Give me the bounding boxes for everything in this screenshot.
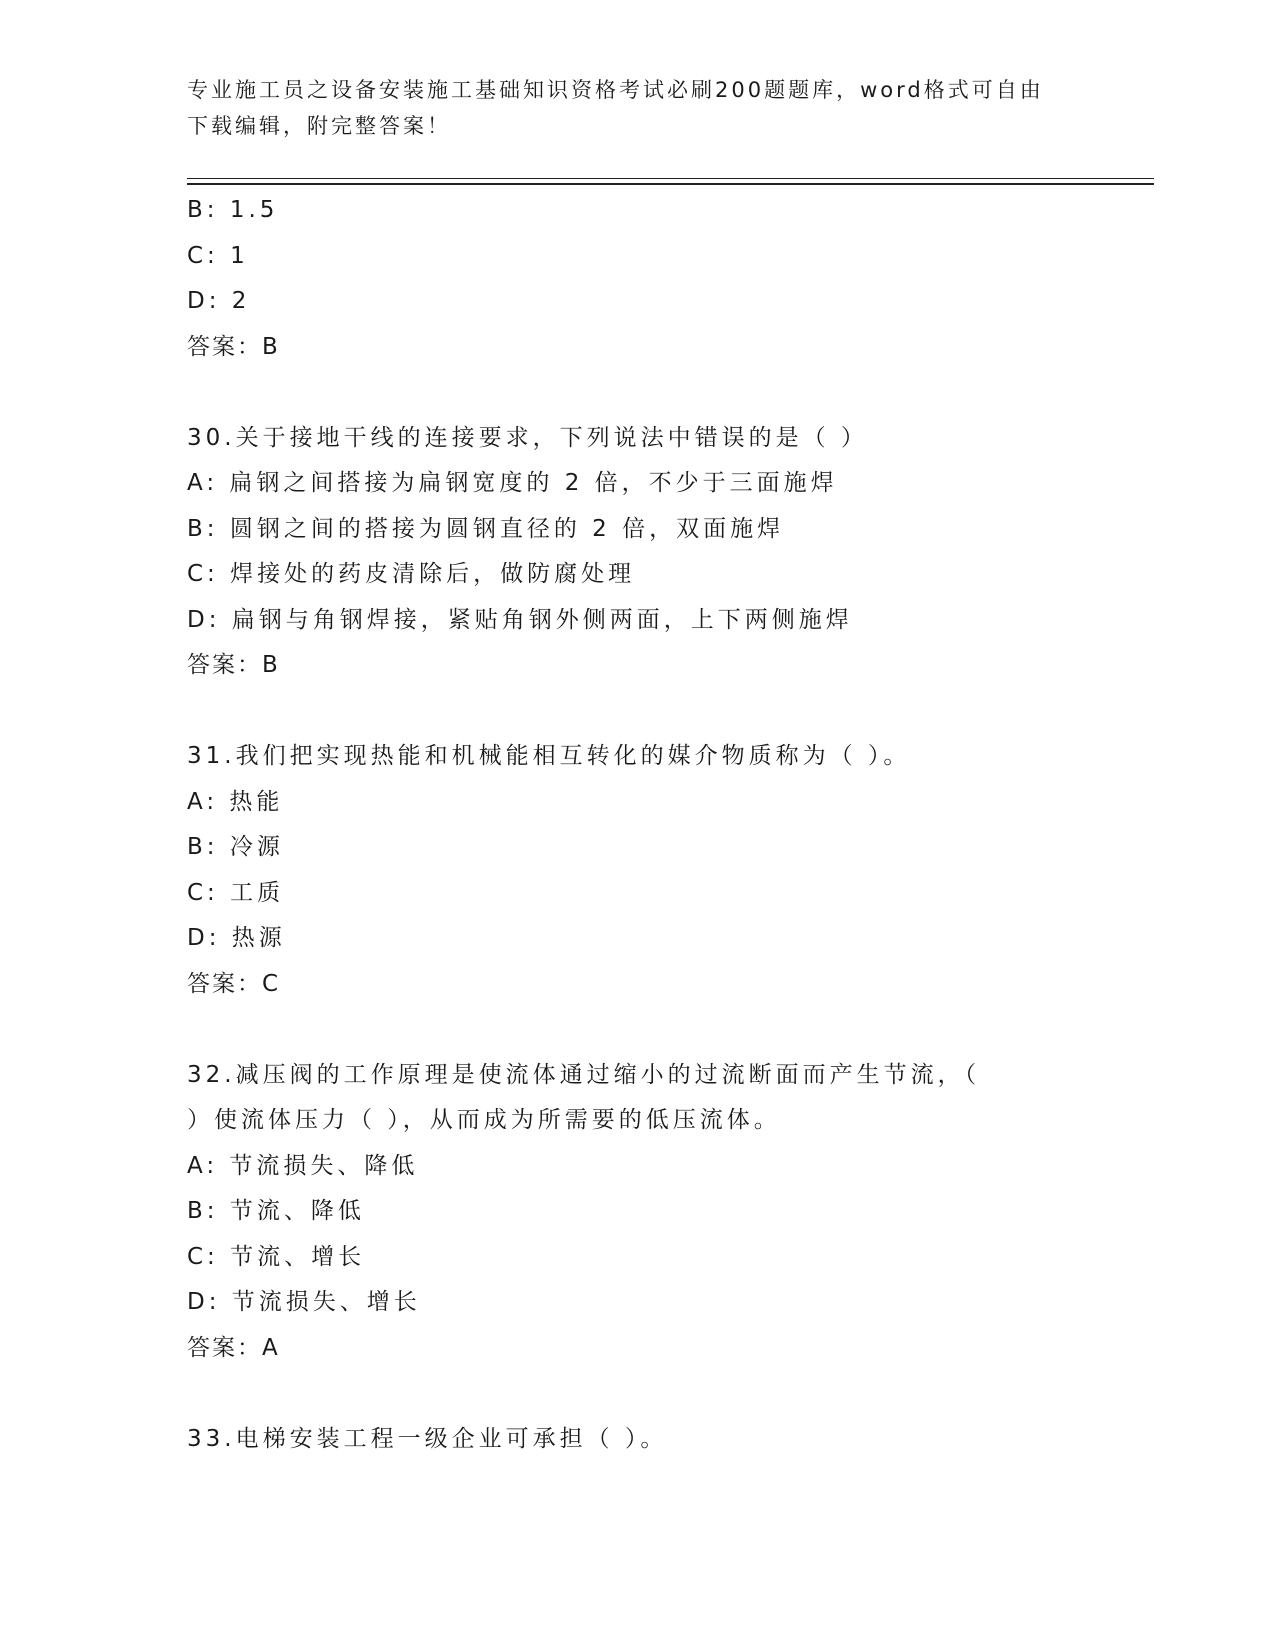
- header-line-1: 专业施工员之设备安装施工基础知识资格考试必刷200题题库，word格式可自由: [187, 78, 1044, 102]
- question-33: [187, 1417, 1147, 1463]
- option-c: C: 焊接处的药皮清除后，做防腐处理: [187, 561, 636, 587]
- option-d: D: 2: [187, 288, 251, 314]
- spacer: [187, 1007, 1147, 1053]
- question-stem-line-1: 32.减压阀的工作原理是使流体通过缩小的过流断面而产生节流，（: [187, 1061, 981, 1088]
- question-stem: 30.关于接地干线的连接要求，下列说法中错误的是（ ）: [187, 424, 868, 451]
- option-b: B: 1.5: [187, 197, 279, 223]
- header-line-2: 下载编辑，附完整答案！: [187, 114, 451, 138]
- option-c: C: 节流、增长: [187, 1243, 366, 1270]
- question-content: [187, 188, 1147, 1462]
- spacer: [187, 689, 1147, 735]
- question-32: [187, 1053, 1147, 1372]
- spacer: [187, 370, 1147, 416]
- question-31: [187, 734, 1147, 1007]
- question-stem: 33.电梯安装工程一级企业可承担（ ）。: [187, 1425, 668, 1452]
- option-c: C: 工质: [187, 879, 285, 906]
- question-stem-line-2: ）使流体压力（ ），从而成为所需要的低压流体。: [187, 1107, 781, 1133]
- option-b: B: 冷源: [187, 834, 284, 860]
- option-b: B: 圆钢之间的搭接为圆钢直径的 2 倍，双面施焊: [187, 515, 785, 542]
- header-divider-thick: [187, 183, 1154, 185]
- option-d: D: 节流损失、增长: [187, 1289, 421, 1315]
- answer-line: 答案：B: [187, 333, 280, 360]
- option-c: C: 1: [187, 242, 249, 269]
- answer-line: 答案：C: [187, 970, 281, 997]
- page-header: [187, 72, 1087, 144]
- spacer: [187, 1371, 1147, 1417]
- header-divider-thin: [187, 178, 1154, 179]
- option-a: A: 扁钢之间搭接为扁钢宽度的 2 倍，不少于三面施焊: [187, 470, 838, 496]
- option-a: A: 节流损失、降低: [187, 1152, 419, 1179]
- option-d: D: 热源: [187, 925, 286, 951]
- answer-line: 答案：B: [187, 652, 280, 678]
- question-stem: 31.我们把实现热能和机械能相互转化的媒介物质称为（ ）。: [187, 743, 911, 769]
- question-30: [187, 416, 1147, 689]
- option-d: D: 扁钢与角钢焊接，紧贴角钢外侧两面，上下两侧施焊: [187, 606, 853, 633]
- option-a: A: 热能: [187, 788, 284, 815]
- question-29-tail: [187, 188, 1147, 370]
- answer-line: 答案：A: [187, 1334, 280, 1361]
- option-b: B: 节流、降低: [187, 1198, 365, 1224]
